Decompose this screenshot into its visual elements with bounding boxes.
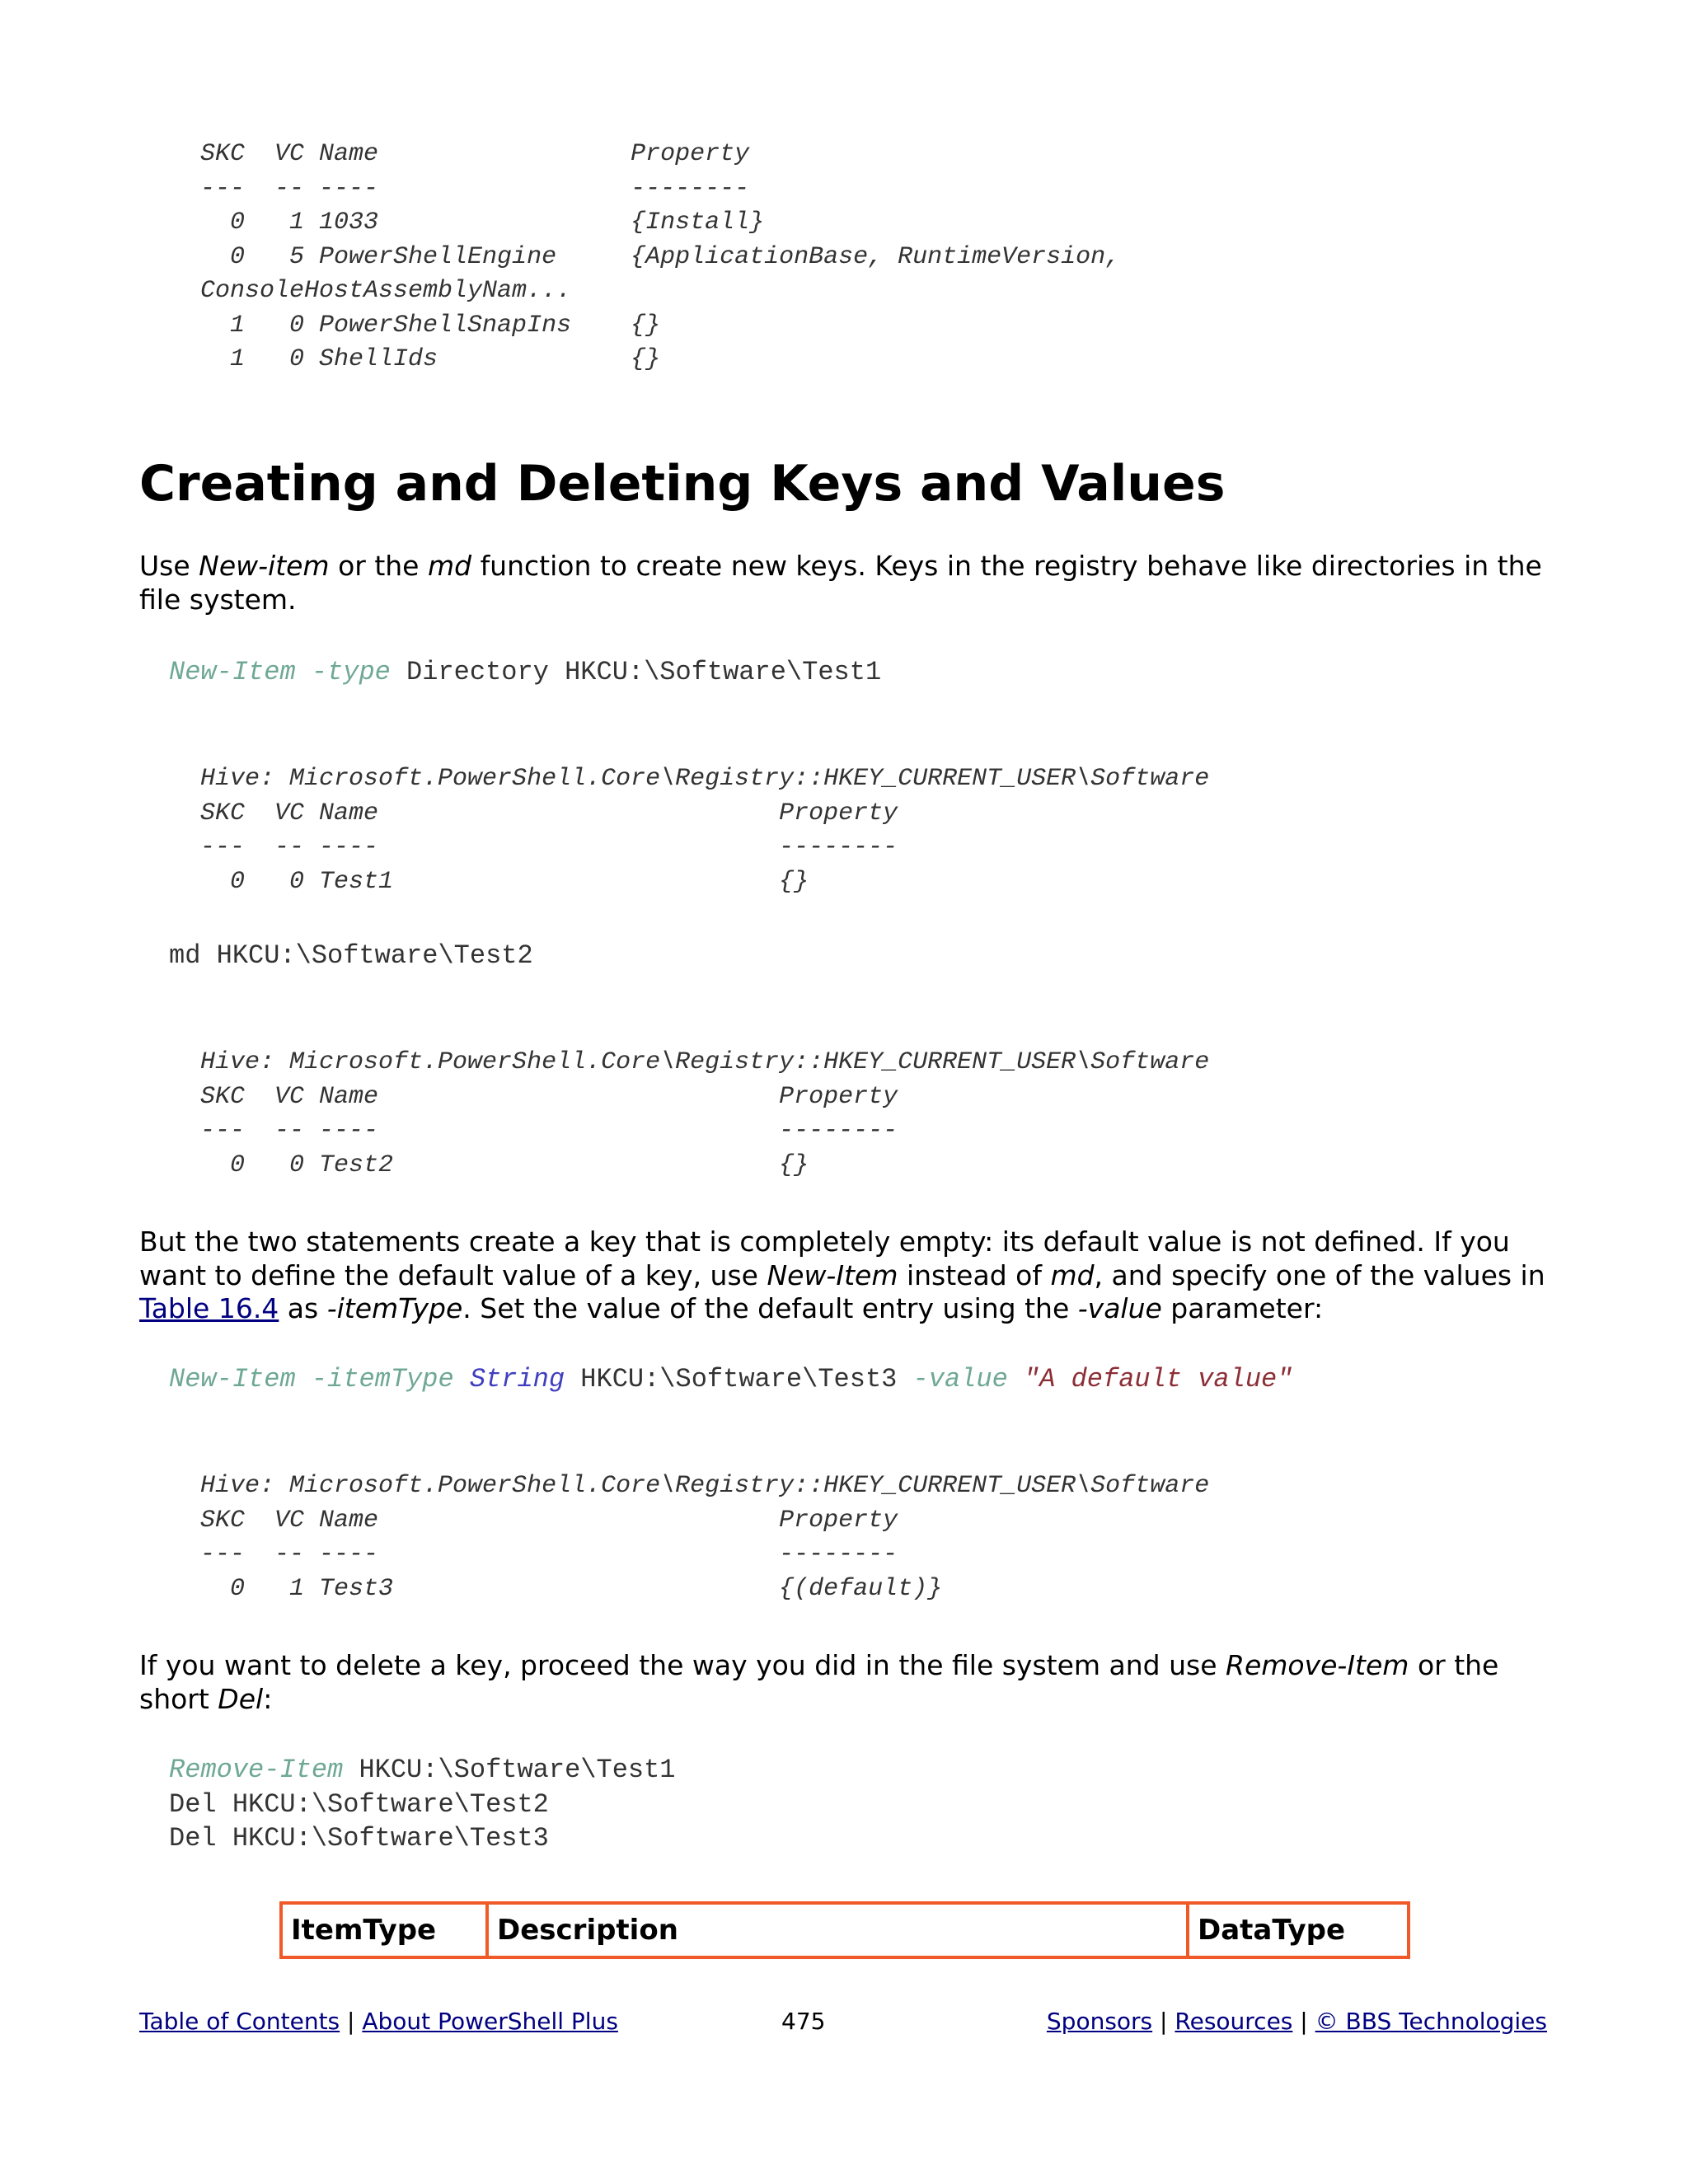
about-powershell-plus-link[interactable]: About PowerShell Plus — [362, 2008, 618, 2035]
table-of-contents-link[interactable]: Table of Contents — [139, 2008, 340, 2035]
output-line: 0 1 1033 {Install} — [200, 209, 765, 237]
output-line: 0 0 Test1 {} — [200, 867, 809, 896]
output-line: SKC VC Name Property — [200, 799, 898, 827]
code-line: Del HKCU:\Software\Test3 — [169, 1823, 549, 1854]
output-line: ConsoleHostAssemblyNam... — [200, 277, 572, 305]
sponsors-link[interactable]: Sponsors — [1046, 2008, 1153, 2035]
parameter-token: -value — [912, 1364, 1008, 1394]
default-value-paragraph: But the two statements create a key that is completely empty: its default value is not defined. If you want to define the default value of a key, use New-Item instead of md, and specify one of the values in Table 16.4 as -itemType. Set the value of the default entry using the -value parameter: — [139, 1226, 1545, 1324]
output-line: --- -- ---- -------- — [200, 174, 750, 203]
argument-token: HKCU:\Software\Test1 — [343, 1755, 676, 1785]
output-line: 0 1 Test3 {(default)} — [200, 1574, 943, 1603]
header-itemtype: ItemType — [281, 1903, 487, 1957]
argument-token: Directory HKCU:\Software\Test1 — [390, 657, 882, 687]
code-md-test2 — [169, 939, 533, 973]
registry-output-test3 — [200, 1469, 1209, 1606]
output-line: Hive: Microsoft.PowerShell.Core\Registry::HKEY_CURRENT_USER\Software — [200, 765, 1210, 793]
footer-right: Sponsors | Resources | © BBS Technologies — [1046, 2008, 1547, 2035]
code-remove-item — [169, 1753, 676, 1856]
output-line: SKC VC Name Property — [200, 1506, 898, 1535]
output-line: 1 0 PowerShellSnapIns {} — [200, 311, 661, 340]
output-line: Hive: Microsoft.PowerShell.Core\Registry::HKEY_CURRENT_USER\Software — [200, 1048, 1210, 1076]
registry-output-test2 — [200, 1046, 1209, 1183]
output-line: --- -- ---- -------- — [200, 1117, 898, 1145]
output-line: --- -- ---- -------- — [200, 1540, 898, 1568]
header-datatype: DataType — [1188, 1903, 1409, 1957]
type-token: String — [469, 1364, 565, 1394]
bbs-technologies-link[interactable]: © BBS Technologies — [1315, 2008, 1547, 2035]
header-description: Description — [487, 1903, 1188, 1957]
string-token: "A default value" — [1023, 1364, 1293, 1394]
code-new-item-string — [169, 1362, 1292, 1397]
parameter-token: -itemType — [311, 1364, 454, 1394]
output-line: 0 0 Test2 {} — [200, 1151, 809, 1179]
resources-link[interactable]: Resources — [1175, 2008, 1293, 2035]
table-header-row — [281, 1903, 1409, 1957]
footer-left: Table of Contents | About PowerShell Plus — [139, 2008, 618, 2035]
path-token: HKCU:\Software\Test3 — [565, 1364, 913, 1394]
output-line: 1 0 ShellIds {} — [200, 345, 661, 373]
table-16-4-link[interactable]: Table 16.4 — [139, 1292, 279, 1324]
output-line: --- -- ---- -------- — [200, 833, 898, 861]
cmdlet-token: Remove-Item — [169, 1755, 344, 1785]
page-number: 475 — [781, 2008, 826, 2035]
cmdlet-token: New-Item — [169, 1364, 296, 1394]
itemtype-table — [279, 1901, 1410, 1959]
delete-key-paragraph: If you want to delete a key, proceed the way you did in the file system and use Remove-Item or the short Del: — [139, 1649, 1499, 1715]
output-line: SKC VC Name Property — [200, 140, 750, 168]
output-line: SKC VC Name Property — [200, 1082, 898, 1111]
code-line: md HKCU:\Software\Test2 — [169, 940, 533, 971]
cmdlet-token: New-Item — [169, 657, 296, 687]
output-line: 0 5 PowerShellEngine {ApplicationBase, RuntimeVersion, — [200, 242, 1121, 271]
registry-output-top — [200, 138, 1120, 377]
registry-output-test1 — [200, 762, 1209, 899]
output-line: Hive: Microsoft.PowerShell.Core\Registry::HKEY_CURRENT_USER\Software — [200, 1472, 1210, 1500]
code-line: Del HKCU:\Software\Test2 — [169, 1788, 549, 1820]
intro-paragraph: Use New-item or the md function to create new keys. Keys in the registry behave like directories in the file system. — [139, 550, 1542, 616]
parameter-token: -type — [311, 657, 391, 687]
code-new-item-directory — [169, 655, 881, 690]
section-heading: Creating and Deleting Keys and Values — [139, 455, 1226, 513]
